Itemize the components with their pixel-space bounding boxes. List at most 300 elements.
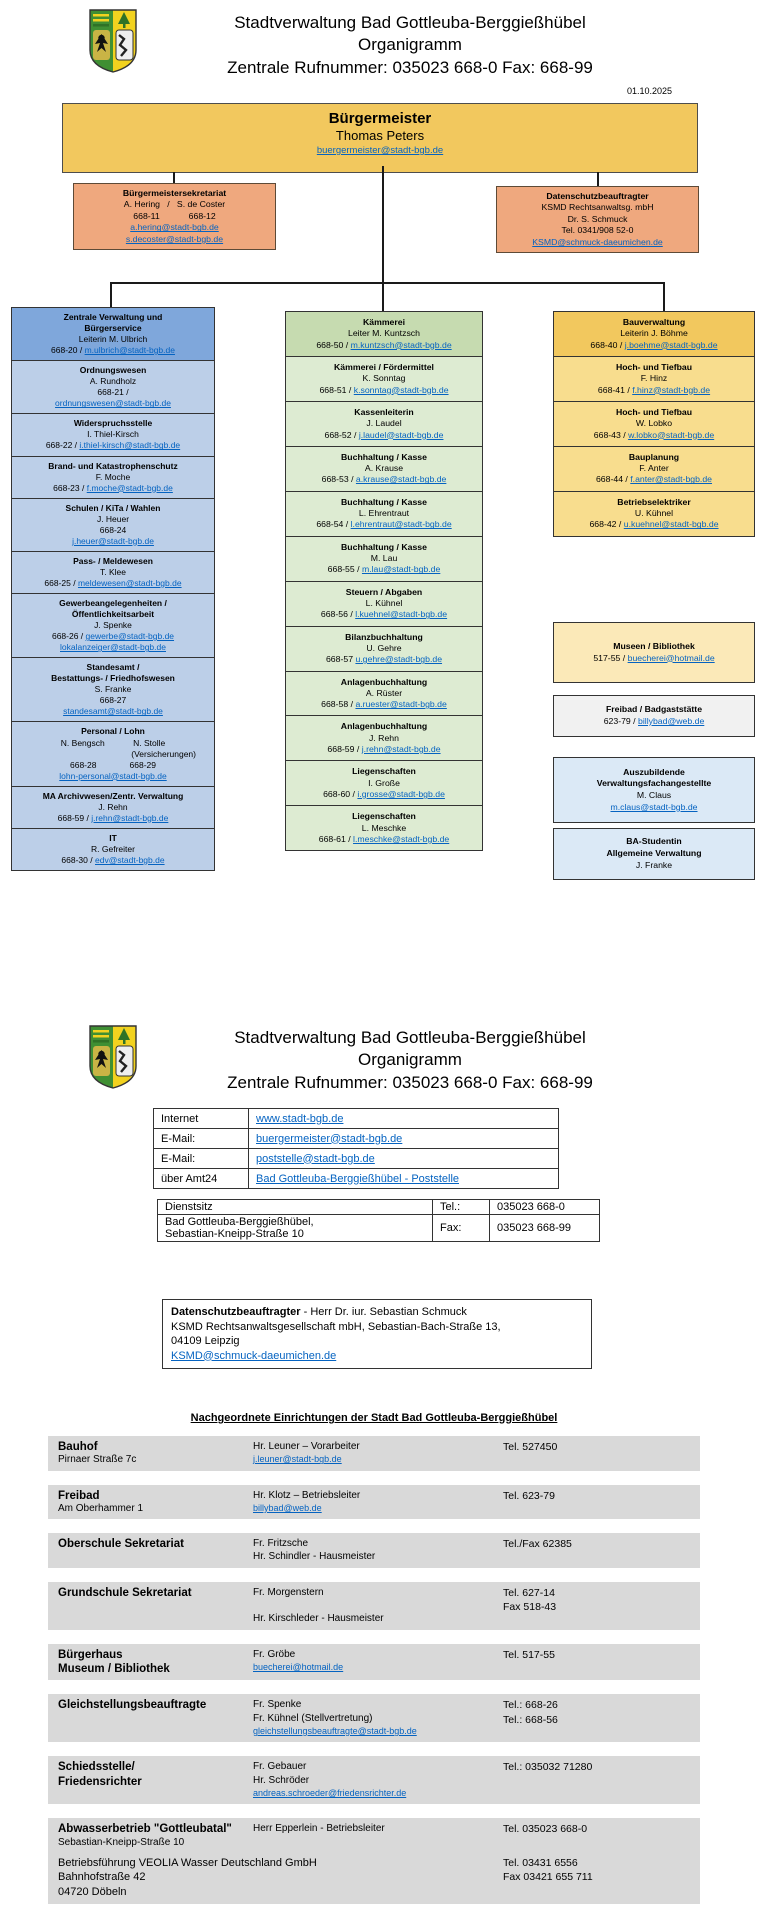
mayor-email-link[interactable]: buergermeister@stadt-bgb.de: [316, 145, 444, 156]
page-phone-line: Zentrale Rufnummer: 035023 668-0 Fax: 668-99: [227, 1072, 593, 1092]
org-box: [285, 715, 483, 761]
org-box-line: [554, 716, 754, 728]
email-link[interactable]: a.krause@stadt-bgb.de: [355, 474, 447, 485]
email-link[interactable]: m.claus@stadt-bgb.de: [610, 801, 698, 812]
org-box-line: [556, 474, 752, 485]
facility-phone: Tel. 03431 6556 Fax 03421 655 711: [503, 1856, 593, 1884]
facility-name-line: Bauhof: [58, 1441, 98, 1453]
facility-contact: Fr. Gebauer Hr. Schröder andreas.schroeder@friedensrichter.de: [253, 1761, 407, 1798]
connector-line: [110, 282, 112, 308]
secretariat-box: [73, 183, 276, 250]
city-coat-of-arms-logo: [88, 1024, 138, 1090]
email-link[interactable]: edv@stadt-bgb.de: [94, 854, 165, 865]
privacy-officer-box: [496, 186, 699, 253]
page2-title-block: [150, 1027, 670, 1094]
org-box-title: BA-Studentin Allgemeine Verwaltung: [606, 836, 702, 859]
secretariat-phones: 668-11 668-12: [133, 210, 216, 221]
museen-bibliothek-box: [553, 622, 755, 683]
org-box-line: [554, 790, 754, 802]
org-box-text: J. Rehn: [369, 732, 399, 743]
org-box-title: Schulen / KiTa / Wahlen: [65, 502, 161, 513]
org-box-title: Liegenschaften: [352, 811, 416, 822]
org-column-kaemmerei: [285, 312, 483, 851]
facility-phone: Tel. 527450: [503, 1441, 558, 1453]
org-box: [285, 311, 483, 357]
facility-name: [58, 1760, 253, 1800]
org-box-text: 668-40 /: [590, 339, 625, 350]
org-box-line: [556, 430, 752, 441]
email-link[interactable]: gleichstellungsbeauftragte@stadt-bgb.de: [253, 1726, 417, 1737]
email-link[interactable]: m.ulbrich@stadt-bgb.de: [84, 345, 175, 356]
privacy-officer-line: KSMD Rechtsanwaltsg. mbH: [541, 202, 654, 213]
org-box-text: U. Kühnel: [634, 508, 674, 519]
org-box: [553, 356, 755, 402]
document-date: 01.10.2025: [626, 86, 672, 96]
email-link[interactable]: j.heuer@stadt-bgb.de: [72, 535, 154, 546]
org-box-text: A. Rüster: [365, 687, 403, 698]
org-box-text: U. Gehre: [366, 642, 402, 653]
fax-label: Fax:: [433, 1215, 490, 1242]
org-box-title: Buchhaltung / Kasse: [341, 541, 427, 552]
org-box-line: [288, 385, 480, 396]
org-box-line: [288, 418, 480, 429]
email-link[interactable]: w.lobko@stadt-bgb.de: [628, 429, 715, 440]
privacy-officer-line: Tel. 0341/908 52-0: [561, 225, 634, 236]
facility-name-line: Friedensrichter: [58, 1775, 142, 1788]
org-box-text: 517-55 /: [593, 652, 628, 663]
org-column-bauverwaltung: [553, 312, 755, 537]
email-link[interactable]: j.laudel@stadt-bgb.de: [358, 429, 444, 440]
org-box-title: Liegenschaften: [352, 766, 416, 777]
org-box-title: Museen / Bibliothek: [613, 640, 695, 651]
org-box-line: [14, 536, 212, 547]
facility-phone: Tel. 517-55: [503, 1648, 555, 1661]
page-subtitle: Organigramm: [358, 35, 462, 55]
table-row: [154, 1129, 559, 1149]
org-box-text: F. Anter: [639, 463, 669, 474]
facility-name-line: Schiedsstelle/: [58, 1761, 135, 1774]
facility-phone: Tel./Fax 62385: [503, 1538, 572, 1551]
org-box-text: Leiterin J. Böhme: [620, 328, 688, 339]
org-box: [553, 401, 755, 447]
org-box-text: 668-50 /: [316, 339, 351, 350]
org-box: [285, 626, 483, 672]
org-box-text: Leiter M. Kuntzsch: [348, 328, 420, 339]
email-link[interactable]: j.boehme@stadt-bgb.de: [624, 339, 718, 350]
org-box-title: MA Archivwesen/Zentr. Verwaltung: [42, 790, 184, 801]
freibad-badgaststaette-box: [553, 695, 755, 737]
tel-value: 035023 668-0: [490, 1200, 600, 1215]
table-row: [158, 1200, 600, 1215]
fax-value: 035023 668-99: [490, 1215, 600, 1242]
org-box: [553, 491, 755, 537]
org-box-title: Kämmerei / Fördermittel: [334, 361, 434, 372]
org-box-line: [14, 525, 212, 536]
org-box-line: [14, 684, 212, 695]
org-box-text: 668-52 /: [324, 429, 359, 440]
org-box: [285, 536, 483, 582]
email-link[interactable]: a.hering@stadt-bgb.de: [130, 222, 219, 233]
email-link[interactable]: l.ehrentraut@stadt-bgb.de: [350, 519, 452, 530]
org-box-text: 668-56 /: [320, 609, 356, 620]
org-box-line: [288, 508, 480, 519]
org-box-text: 668-44 /: [595, 474, 631, 485]
org-box-title: Bauverwaltung: [622, 317, 686, 327]
contact-link[interactable]: poststelle@stadt-bgb.de: [256, 1152, 375, 1165]
email-link[interactable]: f.anter@stadt-bgb.de: [630, 474, 713, 485]
connector-line: [597, 172, 599, 186]
org-box-title: Kämmerei: [362, 317, 405, 327]
mayor-title: Bürgermeister: [328, 110, 432, 127]
org-box-line: [556, 418, 752, 429]
email-link[interactable]: meldewesen@stadt-bgb.de: [77, 577, 182, 588]
facilities-table: [48, 1436, 700, 1918]
org-box-text: 668-60 /: [323, 789, 358, 799]
email-link[interactable]: i.thiel-kirsch@stadt-bgb.de: [79, 440, 181, 451]
facility-row: [48, 1818, 700, 1851]
org-box-line: [14, 514, 212, 525]
org-box-line: [556, 519, 752, 530]
org-box-line: [288, 553, 480, 564]
org-box: [11, 413, 215, 456]
page-phone-line: Zentrale Rufnummer: 035023 668-0 Fax: 668-99: [227, 57, 593, 77]
org-box-line: [14, 695, 212, 706]
org-box: [553, 446, 755, 492]
org-box-line: [288, 699, 480, 710]
privacy-lead-rest: - Herr Dr. iur. Sebastian Schmuck: [300, 1306, 467, 1318]
org-box-title: Kassenleiterin: [354, 406, 414, 417]
facility-continuation: Betriebsführung VEOLIA Wasser Deutschland GmbH Bahnhofstraße 42 04720 Döbeln: [58, 1856, 317, 1899]
org-box-line: [14, 749, 212, 760]
org-box-line: [556, 385, 752, 396]
org-box-line: [288, 654, 480, 665]
facility-name-line: Bürgerhaus: [58, 1648, 123, 1661]
org-box-title: Anlagenbuchhaltung: [340, 721, 428, 732]
org-box: [11, 307, 215, 361]
contact-table: [153, 1108, 559, 1189]
contact-link[interactable]: Bad Gottleuba-Berggießhübel - Poststelle: [256, 1172, 460, 1185]
org-box-text: Leiterin M. Ulbrich: [78, 334, 148, 345]
facility-contact: Fr. Fritzsche Hr. Schindler - Hausmeister: [253, 1538, 376, 1563]
contact-value: [249, 1129, 559, 1149]
org-box-text: A. Rundholz: [89, 376, 137, 387]
org-box-text: F. Moche: [95, 471, 131, 482]
contact-link[interactable]: www.stadt-bgb.de: [256, 1112, 344, 1125]
org-box: [11, 593, 215, 658]
privacy-officer-details-box: [162, 1299, 592, 1369]
facility-name-line: Abwasserbetrieb "Gottleubatal": [58, 1823, 232, 1836]
org-box-text: J. Laudel: [366, 418, 402, 429]
org-box: [285, 491, 483, 537]
connector-line: [110, 282, 664, 284]
org-box-line: [288, 430, 480, 441]
org-box: [285, 446, 483, 492]
facility-phone: Tel.: 035032 71280: [503, 1761, 593, 1774]
facility-row: [48, 1852, 700, 1905]
email-link[interactable]: andreas.schroeder@friedensrichter.de: [253, 1787, 407, 1798]
connector-line: [382, 166, 384, 283]
email-link[interactable]: j.rehn@stadt-bgb.de: [91, 812, 169, 823]
facility-phone: Tel.: 668-26 Tel.: 668-56: [503, 1699, 558, 1727]
city-coat-of-arms-logo: [88, 8, 138, 74]
auszubildende-box: [553, 757, 755, 823]
facility-row: [48, 1694, 700, 1742]
org-box-text: L. Meschke: [361, 822, 407, 833]
org-box-line: [288, 778, 480, 789]
email-link[interactable]: s.decoster@stadt-bgb.de: [125, 233, 224, 244]
org-box-text: 668-23 /: [53, 482, 87, 493]
org-box: [285, 805, 483, 851]
facility-contact: Fr. Gröbe buecherei@hotmail.de: [253, 1648, 344, 1672]
org-box-text: 668-55 /: [327, 564, 362, 575]
org-box-text: J. Spenke: [94, 620, 132, 631]
org-box-text: 668-57: [325, 654, 356, 665]
email-link[interactable]: KSMD@schmuck-daeumichen.de: [532, 236, 663, 247]
page1-title-block: [150, 12, 670, 79]
org-box-text: 668-22 /: [45, 440, 80, 451]
facility-name-line: Freibad: [58, 1489, 100, 1502]
org-box-text: 668-61 /: [318, 833, 354, 844]
org-box-title: Bauplanung: [628, 451, 680, 462]
org-box-line: [14, 429, 212, 440]
org-box-line: [14, 855, 212, 866]
contact-label: über Amt24: [154, 1169, 249, 1189]
org-box-text: 668-26 /: [51, 631, 86, 642]
org-box-line: [14, 376, 212, 387]
org-box-text: 668-51 /: [319, 384, 354, 395]
org-box: [285, 581, 483, 627]
org-box-line: [288, 823, 480, 834]
org-box-line: [556, 328, 752, 339]
org-box-title: Betriebselektriker: [617, 496, 691, 507]
org-box-title: Zentrale Verwaltung und Bürgerservice: [63, 312, 163, 334]
org-box-line: [14, 631, 212, 642]
facility-name: [58, 1537, 253, 1564]
email-link[interactable]: KSMD@schmuck-daeumichen.de: [171, 1349, 337, 1362]
org-box-title: Widerspruchsstelle: [73, 418, 153, 429]
org-box-line: [14, 706, 212, 717]
facility-name-line: Oberschule Sekretariat: [58, 1538, 184, 1551]
org-box-line: [288, 340, 480, 351]
org-box-title: Auszubildende Verwaltungsfachangestellte: [596, 766, 712, 789]
org-box-title: Hoch- und Tiefbau: [615, 406, 693, 417]
org-box: [553, 311, 755, 357]
org-box-title: Anlagenbuchhaltung: [340, 676, 428, 687]
email-link[interactable]: lohn-personal@stadt-bgb.de: [59, 770, 167, 781]
org-box-line: [14, 620, 212, 631]
org-box-line: [554, 653, 754, 665]
org-box-title: Buchhaltung / Kasse: [341, 451, 427, 462]
contact-value: [249, 1169, 559, 1189]
org-box-title: Buchhaltung / Kasse: [341, 496, 427, 507]
office-label: Dienstsitz: [158, 1200, 433, 1215]
email-link[interactable]: m.lau@stadt-bgb.de: [361, 564, 441, 575]
org-box-line: [556, 373, 752, 384]
facility-contact: Hr. Leuner – Vorarbeiter j.leuner@stadt-bgb.de: [253, 1441, 360, 1465]
privacy-officer-title: Datenschutzbeauftragter: [546, 191, 649, 201]
org-box-text: A. Krause: [364, 463, 404, 474]
org-box-text: 668-27: [99, 695, 127, 706]
contact-link[interactable]: buergermeister@stadt-bgb.de: [256, 1132, 403, 1145]
org-box-title: Freibad / Badgaststätte: [605, 704, 703, 715]
facility-phone: Tel. 627-14 Fax 518-43: [503, 1586, 557, 1614]
org-box-line: [14, 738, 212, 749]
facility-contact: Fr. Morgenstern Hr. Kirschleder - Hausmeister: [253, 1586, 384, 1625]
email-link[interactable]: f.moche@stadt-bgb.de: [86, 482, 173, 493]
org-box-line: [14, 771, 212, 782]
org-box-line: [554, 802, 754, 814]
subordinate-facilities-heading: Nachgeordnete Einrichtungen der Stadt Bad Gottleuba-Berggießhübel: [190, 1412, 558, 1424]
org-box-line: [14, 334, 212, 345]
facility-name-line: Museum / Bibliothek: [58, 1663, 170, 1676]
connector-line: [173, 172, 175, 183]
org-box-line: [14, 642, 212, 653]
org-box-line: [14, 440, 212, 451]
secretariat-title: Bürgermeistersekretariat: [122, 188, 227, 198]
privacy-line: 04109 Leipzig: [171, 1335, 240, 1348]
email-link[interactable]: buecherei@hotmail.de: [627, 652, 715, 663]
org-box: [11, 360, 215, 414]
org-box-title: Brand- und Katastrophenschutz: [48, 460, 178, 471]
facility-name: [58, 1440, 253, 1467]
email-link[interactable]: u.kuehnel@stadt-bgb.de: [623, 519, 719, 530]
email-link[interactable]: buecherei@hotmail.de: [253, 1661, 344, 1672]
privacy-officer-line: Dr. S. Schmuck: [567, 213, 628, 224]
org-box-text: I. Große: [368, 777, 400, 788]
privacy-line: KSMD Rechtsanwaltsgesellschaft mbH, Sebastian-Bach-Straße 13,: [171, 1320, 501, 1333]
mayor-name: Thomas Peters: [335, 128, 425, 143]
facility-contact: Fr. Spenke Fr. Kühnel (Stellvertretung) gleichstellungsbeauftragte@stadt-bgb.de: [253, 1699, 417, 1737]
org-box-text: 623-79 /: [603, 716, 638, 726]
email-link[interactable]: standesamt@stadt-bgb.de: [63, 706, 163, 717]
org-box-line: [556, 463, 752, 474]
org-box-line: [14, 483, 212, 494]
org-box-line: [556, 508, 752, 519]
org-box-text: M. Lau: [370, 553, 398, 563]
org-box-line: [14, 567, 212, 578]
facility-row: [48, 1582, 700, 1630]
page-title: Stadtverwaltung Bad Gottleuba-Berggießhübel: [234, 1028, 586, 1047]
email-link[interactable]: i.grosse@stadt-bgb.de: [357, 789, 445, 799]
org-box-title: Ordnungswesen: [79, 365, 147, 376]
org-box-title: IT: [109, 832, 117, 843]
org-box-title: Standesamt / Bestattungs- / Friedhofswesen: [51, 662, 175, 684]
facility-row: [48, 1644, 700, 1681]
email-link[interactable]: a.ruester@stadt-bgb.de: [355, 699, 447, 710]
org-box-title: Steuern / Abgaben: [345, 586, 423, 597]
org-box: [285, 356, 483, 402]
page-title: Stadtverwaltung Bad Gottleuba-Berggießhübel: [234, 13, 586, 32]
email-link[interactable]: l.meschke@stadt-bgb.de: [353, 833, 450, 844]
org-box-text: 668-59 /: [57, 812, 92, 823]
email-link[interactable]: billybad@web.de: [253, 1502, 322, 1513]
facility-address: Pirnaer Straße 7c: [58, 1454, 137, 1466]
org-box-text: M. Claus: [636, 790, 672, 800]
org-box-text: 668-43 /: [593, 429, 629, 440]
contact-table-body: [154, 1109, 559, 1189]
org-box-line: [288, 744, 480, 755]
ba-studentin-box: [553, 828, 755, 880]
facility-phone: Tel. 623-79: [503, 1489, 555, 1502]
org-box-text: 668-41 /: [597, 384, 633, 395]
email-link[interactable]: l.kuehnel@stadt-bgb.de: [355, 609, 448, 620]
table-row: [154, 1109, 559, 1129]
org-box-text: 668-25 /: [44, 577, 78, 588]
facility-address: Am Oberhammer 1: [58, 1502, 144, 1514]
org-box-text: 668-28 668-29: [70, 759, 156, 770]
org-box: [11, 721, 215, 786]
privacy-lead: Datenschutzbeauftragter: [171, 1306, 301, 1318]
org-box: [11, 657, 215, 722]
org-box-line: [288, 564, 480, 575]
org-box-line: [288, 733, 480, 744]
email-link[interactable]: u.gehre@stadt-bgb.de: [355, 654, 443, 665]
org-box-title: Bilanzbuchhaltung: [345, 631, 423, 642]
org-box-line: [288, 688, 480, 699]
tel-label: Tel.:: [433, 1200, 490, 1215]
org-box-title: Gewerbeangelegenheiten / Öffentlichkeitsarbeit: [59, 597, 167, 620]
email-link[interactable]: gewerbe@stadt-bgb.de: [85, 631, 175, 642]
email-link[interactable]: ordnungswesen@stadt-bgb.de: [55, 398, 171, 409]
org-box-line: [288, 834, 480, 845]
facility-row: [48, 1436, 700, 1471]
org-box-text: K. Sonntag: [362, 373, 406, 384]
facility-row: [48, 1756, 700, 1804]
org-box-line: [288, 373, 480, 384]
org-box-line: [288, 609, 480, 620]
org-box-title: Personal / Lohn: [81, 726, 145, 737]
connector-line: [663, 282, 665, 312]
org-box-text: N. Bengsch N. Stolle: [60, 737, 166, 748]
contact-label: E-Mail:: [154, 1129, 249, 1149]
facility-name: [58, 1648, 253, 1677]
org-box-line: [288, 598, 480, 609]
org-box-title: Hoch- und Tiefbau: [615, 361, 693, 372]
org-box-text: 668-58 /: [321, 699, 356, 710]
email-link[interactable]: f.hinz@stadt-bgb.de: [632, 384, 711, 395]
facility-contact: Herr Epperlein - Betriebsleiter: [253, 1823, 385, 1835]
secretariat-names: A. Hering / S. de Coster: [123, 199, 226, 210]
org-box-text: 668-30 /: [61, 854, 95, 865]
facility-contact: Hr. Klotz – Betriebsleiter billybad@web.de: [253, 1489, 361, 1513]
email-link[interactable]: billybad@web.de: [638, 716, 705, 726]
org-box-text: 668-42 /: [589, 519, 624, 530]
office-address-table: [157, 1199, 600, 1242]
email-link[interactable]: k.sonntag@stadt-bgb.de: [353, 384, 449, 395]
org-box-text: W. Lobko: [635, 418, 673, 429]
org-box-text: S. Franke: [94, 684, 132, 695]
org-box-text: R. Gefreiter: [91, 843, 135, 854]
org-box: [11, 456, 215, 499]
email-link[interactable]: m.kuntzsch@stadt-bgb.de: [350, 339, 452, 350]
email-link[interactable]: lokalanzeiger@stadt-bgb.de: [60, 642, 166, 653]
facility-row: [48, 1485, 700, 1520]
org-box-line: [14, 813, 212, 824]
org-box-title: Pass- / Meldewesen: [73, 555, 153, 566]
org-box-text: F. Hinz: [640, 373, 668, 384]
org-box-line: [288, 643, 480, 654]
org-box-line: [14, 760, 212, 771]
email-link[interactable]: j.leuner@stadt-bgb.de: [253, 1454, 342, 1465]
table-row: [154, 1149, 559, 1169]
org-box-line: [288, 474, 480, 485]
org-box-line: [14, 578, 212, 589]
org-box-line: [14, 472, 212, 483]
org-box: [11, 551, 215, 594]
email-link[interactable]: j.rehn@stadt-bgb.de: [361, 744, 441, 755]
org-box: [11, 828, 215, 871]
org-box-text: J. Franke: [635, 859, 673, 870]
